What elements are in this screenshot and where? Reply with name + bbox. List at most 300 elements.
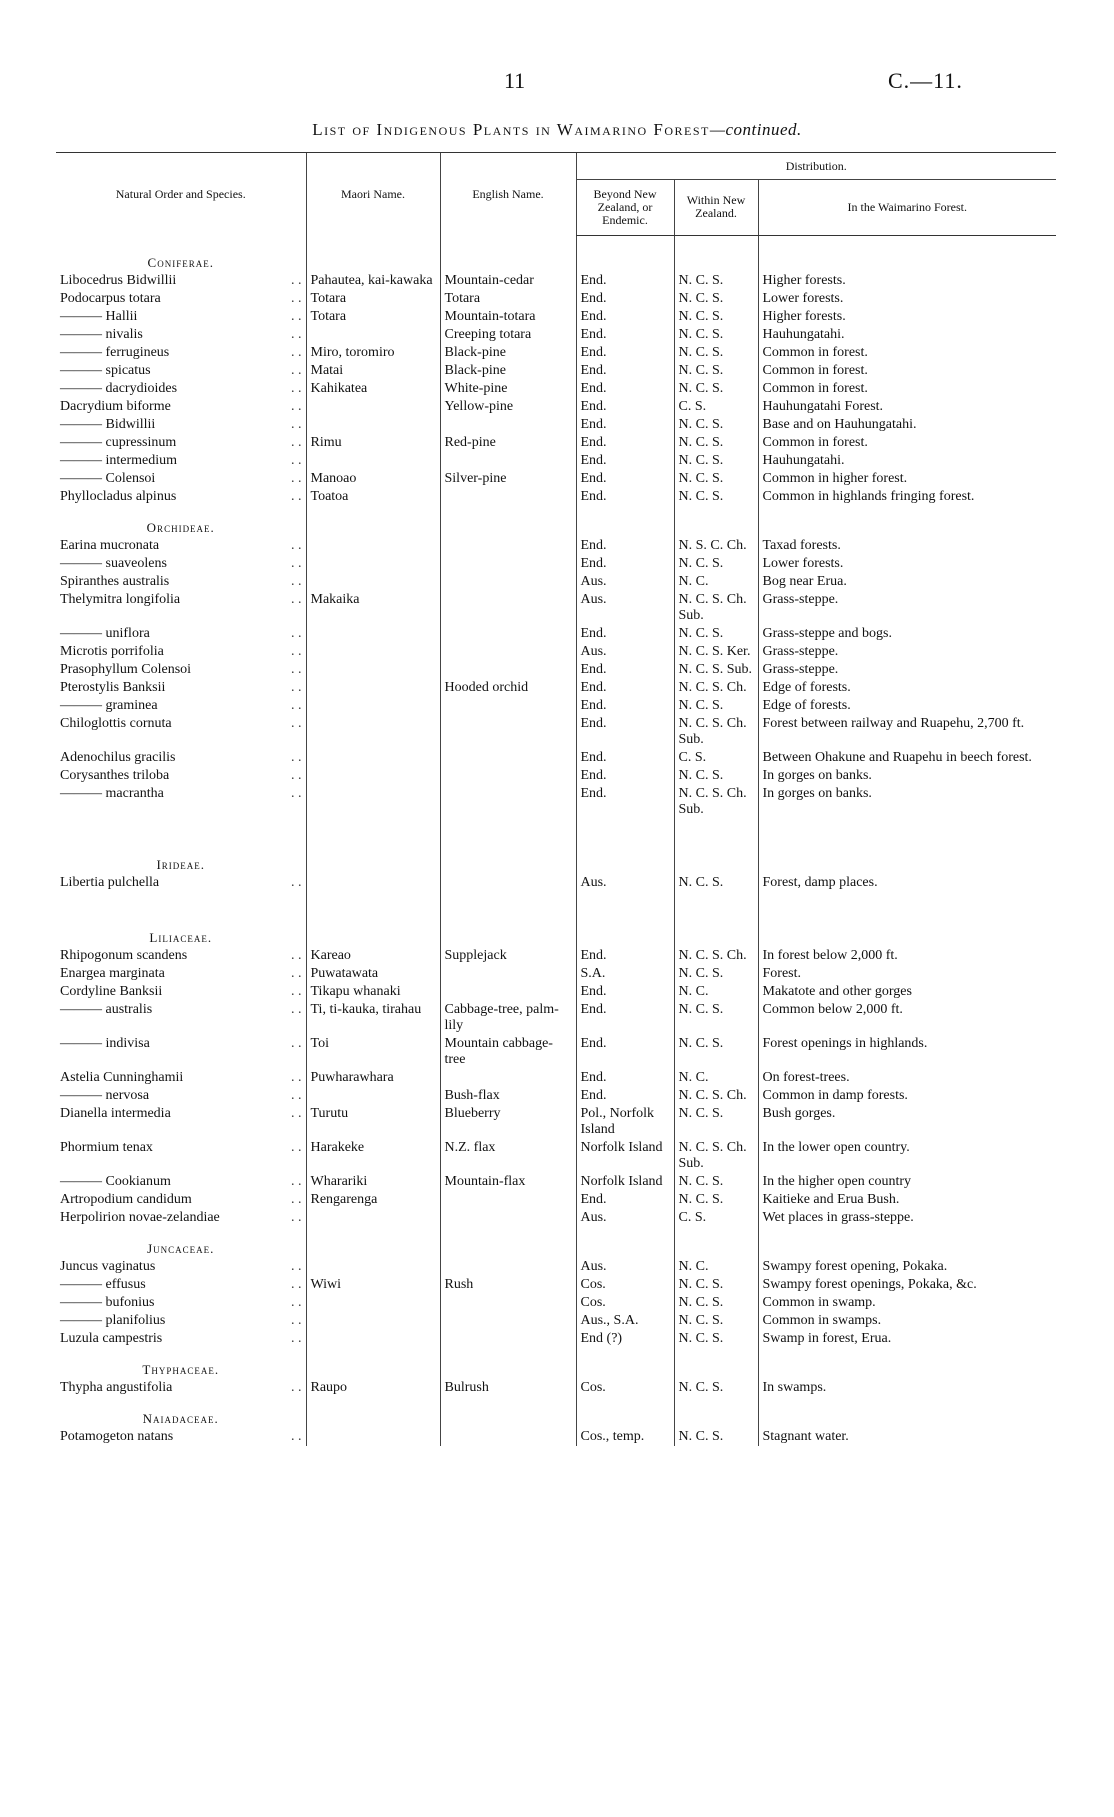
within-nz-cell: N. C. S. [674, 470, 758, 488]
beyond-nz-cell: End. [576, 452, 674, 470]
species-cell [56, 1173, 306, 1191]
within-nz-cell: N. C. S. [674, 697, 758, 715]
beyond-nz-cell: End. [576, 749, 674, 767]
maori-name-cell: Rimu [306, 434, 440, 452]
beyond-nz-cell: End. [576, 470, 674, 488]
within-nz-cell: N. C. S. Ch. [674, 679, 758, 697]
species-name: Luzula campestris [60, 1331, 163, 1346]
leader-dots: . . [291, 291, 302, 306]
beyond-nz-cell: Aus. [576, 643, 674, 661]
species-cell [56, 749, 306, 767]
within-nz-cell: N. C. S. Ch. [674, 1087, 758, 1105]
species-name: Potamogeton natans [60, 1429, 174, 1444]
beyond-nz-cell: Aus. [576, 1209, 674, 1227]
english-name-cell [440, 625, 576, 643]
species-name: Herpolirion novae-zelandiae [60, 1210, 220, 1225]
english-name-cell [440, 785, 576, 819]
within-nz-cell: N. C. S. Ch. Sub. [674, 1139, 758, 1173]
english-name-cell [440, 749, 576, 767]
beyond-nz-cell: End. [576, 362, 674, 380]
table-row [56, 1069, 1056, 1087]
maori-name-cell [306, 1312, 440, 1330]
table-row [56, 715, 1056, 749]
within-nz-cell: N. C. S. [674, 1173, 758, 1191]
species-name: ——— effusus [60, 1277, 146, 1292]
species-name: Microtis porrifolia [60, 644, 164, 659]
maori-name-cell [306, 1087, 440, 1105]
waimarino-cell: Bush gorges. [758, 1105, 1056, 1139]
beyond-nz-cell: End. [576, 272, 674, 290]
species-name: ——— cupressinum [60, 435, 177, 450]
species-name: Libertia pulchella [60, 875, 160, 890]
within-nz-cell: N. C. [674, 1258, 758, 1276]
species-cell [56, 1139, 306, 1173]
beyond-nz-cell: End. [576, 537, 674, 555]
within-nz-cell: N. C. S. [674, 488, 758, 506]
english-name-cell: Mountain-cedar [440, 272, 576, 290]
species-name: ——— australis [60, 1002, 153, 1017]
table-row [56, 591, 1056, 625]
leader-dots: . . [291, 680, 302, 695]
species-cell [56, 1312, 306, 1330]
leader-dots: . . [291, 1295, 302, 1310]
leader-dots: . . [291, 626, 302, 641]
leader-dots: . . [291, 1210, 302, 1225]
species-cell [56, 488, 306, 506]
species-name: ——— planifolius [60, 1313, 166, 1328]
beyond-nz-cell: End. [576, 380, 674, 398]
table-row [56, 398, 1056, 416]
species-cell [56, 643, 306, 661]
table-row [56, 1173, 1056, 1191]
english-name-cell [440, 643, 576, 661]
within-nz-cell: N. C. S. [674, 1105, 758, 1139]
species-cell [56, 452, 306, 470]
table-row [56, 625, 1056, 643]
leader-dots: . . [291, 453, 302, 468]
maori-name-cell [306, 416, 440, 434]
species-name: Corysanthes triloba [60, 768, 170, 783]
maori-name-cell: Harakeke [306, 1139, 440, 1173]
maori-name-cell [306, 679, 440, 697]
waimarino-cell: Hauhungatahi Forest. [758, 398, 1056, 416]
maori-name-cell: Kareao [306, 947, 440, 965]
family-row [56, 843, 1056, 874]
maori-name-cell: Toi [306, 1035, 440, 1069]
species-name: Podocarpus totara [60, 291, 161, 306]
family-name: Juncaceae. [147, 1241, 215, 1256]
species-cell [56, 679, 306, 697]
beyond-nz-cell: End. [576, 1035, 674, 1069]
leader-dots: . . [291, 698, 302, 713]
waimarino-cell: Common in forest. [758, 344, 1056, 362]
beyond-nz-cell: Pol., Norfolk Island [576, 1105, 674, 1139]
within-nz-cell: N. C. S. [674, 1312, 758, 1330]
table-row [56, 983, 1056, 1001]
maori-name-cell: Raupo [306, 1379, 440, 1397]
waimarino-cell: Common in higher forest. [758, 470, 1056, 488]
waimarino-cell: Swamp in forest, Erua. [758, 1330, 1056, 1348]
english-name-cell [440, 874, 576, 892]
species-name: ——— bufonius [60, 1295, 155, 1310]
species-cell [56, 272, 306, 290]
maori-name-cell: Totara [306, 308, 440, 326]
within-nz-cell: N. C. S. [674, 1276, 758, 1294]
beyond-nz-cell: End. [576, 679, 674, 697]
waimarino-cell: Higher forests. [758, 272, 1056, 290]
leader-dots: . . [291, 1192, 302, 1207]
waimarino-cell: Grass-steppe and bogs. [758, 625, 1056, 643]
waimarino-cell: Kaitieke and Erua Bush. [758, 1191, 1056, 1209]
waimarino-cell: Lower forests. [758, 290, 1056, 308]
leader-dots: . . [291, 489, 302, 504]
family-row [56, 506, 1056, 537]
species-cell [56, 290, 306, 308]
species-cell [56, 308, 306, 326]
waimarino-cell: Bog near Erua. [758, 573, 1056, 591]
beyond-nz-cell: End. [576, 697, 674, 715]
species-name: ——— nervosa [60, 1088, 150, 1103]
species-cell [56, 697, 306, 715]
family-row [56, 1227, 1056, 1258]
waimarino-cell: Forest openings in highlands. [758, 1035, 1056, 1069]
species-name: ——— Colensoi [60, 471, 156, 486]
leader-dots: . . [291, 538, 302, 553]
col-english-header: English Name. [440, 153, 576, 236]
waimarino-cell: Hauhungatahi. [758, 326, 1056, 344]
species-cell [56, 1191, 306, 1209]
english-name-cell [440, 965, 576, 983]
leader-dots: . . [291, 1277, 302, 1292]
english-name-cell: Mountain cabbage-tree [440, 1035, 576, 1069]
table-row [56, 362, 1056, 380]
species-cell [56, 1258, 306, 1276]
table-row [56, 1312, 1056, 1330]
species-name: ——— nivalis [60, 327, 143, 342]
english-name-cell: Cabbage-tree, palm-lily [440, 1001, 576, 1035]
english-name-cell: Black-pine [440, 362, 576, 380]
leader-dots: . . [291, 363, 302, 378]
col-within-header: Within New Zealand. [674, 180, 758, 236]
table-row [56, 965, 1056, 983]
leader-dots: . . [291, 768, 302, 783]
table-row [56, 947, 1056, 965]
species-name: Earina mucronata [60, 538, 160, 553]
maori-name-cell [306, 452, 440, 470]
species-name: Prasophyllum Colensoi [60, 662, 192, 677]
species-cell [56, 1428, 306, 1446]
waimarino-cell: Common in swamp. [758, 1294, 1056, 1312]
table-row [56, 767, 1056, 785]
leader-dots: . . [291, 592, 302, 607]
species-cell [56, 470, 306, 488]
table-row [56, 1276, 1056, 1294]
maori-name-cell [306, 1428, 440, 1446]
english-name-cell: Rush [440, 1276, 576, 1294]
species-cell [56, 1330, 306, 1348]
species-name: ——— Bidwillii [60, 417, 156, 432]
species-name: Adenochilus gracilis [60, 750, 176, 765]
beyond-nz-cell: End. [576, 715, 674, 749]
within-nz-cell: N. C. [674, 1069, 758, 1087]
species-cell [56, 326, 306, 344]
within-nz-cell: N. C. S. [674, 965, 758, 983]
table-row [56, 344, 1056, 362]
species-name: ——— macrantha [60, 786, 164, 801]
leader-dots: . . [291, 1070, 302, 1085]
waimarino-cell: Common below 2,000 ft. [758, 1001, 1056, 1035]
english-name-cell [440, 715, 576, 749]
english-name-cell: Silver-pine [440, 470, 576, 488]
table-row [56, 308, 1056, 326]
waimarino-cell: Base and on Hauhungatahi. [758, 416, 1056, 434]
col-distribution-header: Distribution. [576, 153, 1056, 180]
maori-name-cell: Makaika [306, 591, 440, 625]
maori-name-cell [306, 1209, 440, 1227]
english-name-cell: Totara [440, 290, 576, 308]
beyond-nz-cell: End. [576, 344, 674, 362]
species-name: ——— suaveolens [60, 556, 167, 571]
beyond-nz-cell: End. [576, 434, 674, 452]
species-name: Spiranthes australis [60, 574, 170, 589]
maori-name-cell [306, 715, 440, 749]
within-nz-cell: N. C. S. [674, 1330, 758, 1348]
maori-name-cell [306, 573, 440, 591]
maori-name-cell: Puwatawata [306, 965, 440, 983]
species-cell [56, 1105, 306, 1139]
leader-dots: . . [291, 948, 302, 963]
species-cell [56, 767, 306, 785]
within-nz-cell: N. C. [674, 573, 758, 591]
english-name-cell [440, 573, 576, 591]
waimarino-cell: Edge of forests. [758, 697, 1056, 715]
english-name-cell: Creeping totara [440, 326, 576, 344]
waimarino-cell: In gorges on banks. [758, 767, 1056, 785]
maori-name-cell [306, 749, 440, 767]
waimarino-cell: Forest. [758, 965, 1056, 983]
waimarino-cell: Stagnant water. [758, 1428, 1056, 1446]
species-cell [56, 1087, 306, 1105]
table-row [56, 1105, 1056, 1139]
beyond-nz-cell: Norfolk Island [576, 1173, 674, 1191]
english-name-cell [440, 1191, 576, 1209]
english-name-cell [440, 697, 576, 715]
within-nz-cell: C. S. [674, 1209, 758, 1227]
leader-dots: . . [291, 1002, 302, 1017]
beyond-nz-cell: Aus. [576, 591, 674, 625]
waimarino-cell: Between Ohakune and Ruapehu in beech forest. [758, 749, 1056, 767]
leader-dots: . . [291, 716, 302, 731]
table-row [56, 555, 1056, 573]
species-name: Thypha angustifolia [60, 1380, 173, 1395]
english-name-cell: Blueberry [440, 1105, 576, 1139]
leader-dots: . . [291, 471, 302, 486]
beyond-nz-cell: End. [576, 661, 674, 679]
species-name: ——— intermedium [60, 453, 178, 468]
family-name: Thyphaceae. [142, 1362, 220, 1377]
within-nz-cell: N. C. S. [674, 452, 758, 470]
waimarino-cell: Taxad forests. [758, 537, 1056, 555]
waimarino-cell: In gorges on banks. [758, 785, 1056, 819]
maori-name-cell [306, 1330, 440, 1348]
maori-name-cell [306, 643, 440, 661]
title-main: List of Indigenous Plants in Waimarino Forest [312, 120, 710, 139]
species-cell [56, 573, 306, 591]
within-nz-cell: N. C. S. [674, 1428, 758, 1446]
maori-name-cell: Turutu [306, 1105, 440, 1139]
family-name: Orchideae. [146, 520, 215, 535]
table-row [56, 697, 1056, 715]
within-nz-cell: N. C. S. [674, 1294, 758, 1312]
species-cell [56, 1209, 306, 1227]
table-row [56, 380, 1056, 398]
leader-dots: . . [291, 1036, 302, 1051]
species-name: Thelymitra longifolia [60, 592, 181, 607]
within-nz-cell: N. C. S. [674, 555, 758, 573]
species-cell [56, 398, 306, 416]
leader-dots: . . [291, 644, 302, 659]
species-cell [56, 591, 306, 625]
waimarino-cell: In swamps. [758, 1379, 1056, 1397]
within-nz-cell: N. C. S. [674, 308, 758, 326]
waimarino-cell: Swampy forest openings, Pokaka, &c. [758, 1276, 1056, 1294]
within-nz-cell: N. C. S. [674, 1191, 758, 1209]
waimarino-cell: Common in highlands fringing forest. [758, 488, 1056, 506]
leader-dots: . . [291, 556, 302, 571]
species-name: ——— indivisa [60, 1036, 150, 1051]
species-cell [56, 1001, 306, 1035]
leader-dots: . . [291, 966, 302, 981]
species-name: Artropodium candidum [60, 1192, 192, 1207]
table-row [56, 1258, 1056, 1276]
english-name-cell [440, 1330, 576, 1348]
table-row [56, 1139, 1056, 1173]
within-nz-cell: N. C. S. Ch. [674, 947, 758, 965]
maori-name-cell: Puwharawhara [306, 1069, 440, 1087]
leader-dots: . . [291, 1088, 302, 1103]
leader-dots: . . [291, 381, 302, 396]
species-cell [56, 344, 306, 362]
within-nz-cell: N. C. [674, 983, 758, 1001]
table-row [56, 1330, 1056, 1348]
species-name: ——— Cookianum [60, 1174, 171, 1189]
beyond-nz-cell: Aus., S.A. [576, 1312, 674, 1330]
table-row [56, 272, 1056, 290]
maori-name-cell: Rengarenga [306, 1191, 440, 1209]
col-species-header: Natural Order and Species. [56, 153, 306, 236]
table-row [56, 785, 1056, 819]
english-name-cell [440, 983, 576, 1001]
maori-name-cell [306, 767, 440, 785]
family-row [56, 1397, 1056, 1428]
family-name: Liliaceae. [149, 930, 213, 945]
within-nz-cell: C. S. [674, 398, 758, 416]
family-name: Irideae. [156, 857, 206, 872]
family-name: Naiadaceae. [142, 1411, 219, 1426]
title-suffix: —continued. [709, 120, 802, 139]
english-name-cell [440, 452, 576, 470]
species-cell [56, 416, 306, 434]
table-row [56, 470, 1056, 488]
beyond-nz-cell: Norfolk Island [576, 1139, 674, 1173]
species-name: ——— uniflora [60, 626, 150, 641]
english-name-cell: Bulrush [440, 1379, 576, 1397]
species-name: Enargea marginata [60, 966, 165, 981]
leader-dots: . . [291, 1313, 302, 1328]
english-name-cell: Yellow-pine [440, 398, 576, 416]
maori-name-cell [306, 661, 440, 679]
within-nz-cell: N. C. S. Sub. [674, 661, 758, 679]
waimarino-cell: Wet places in grass-steppe. [758, 1209, 1056, 1227]
maori-name-cell: Ti, ti-kauka, tirahau [306, 1001, 440, 1035]
waimarino-cell: Common in damp forests. [758, 1087, 1056, 1105]
species-name: Chiloglottis cornuta [60, 716, 172, 731]
maori-name-cell: Tikapu whanaki [306, 983, 440, 1001]
table-row [56, 1191, 1056, 1209]
within-nz-cell: C. S. [674, 749, 758, 767]
species-name: Rhipogonum scandens [60, 948, 188, 963]
species-name: Astelia Cunninghamii [60, 1070, 184, 1085]
english-name-cell [440, 1069, 576, 1087]
table-row [56, 537, 1056, 555]
page-title [0, 120, 1114, 140]
waimarino-cell: Edge of forests. [758, 679, 1056, 697]
species-cell [56, 380, 306, 398]
english-name-cell: White-pine [440, 380, 576, 398]
table-row [56, 643, 1056, 661]
species-cell [56, 965, 306, 983]
leader-dots: . . [291, 1380, 302, 1395]
leader-dots: . . [291, 417, 302, 432]
within-nz-cell: N. C. S. [674, 1001, 758, 1035]
within-nz-cell: N. C. S. Ch. Sub. [674, 785, 758, 819]
col-forest-header: In the Waimarino Forest. [758, 180, 1056, 236]
english-name-cell [440, 1258, 576, 1276]
species-name: Pterostylis Banksii [60, 680, 166, 695]
family-name: Coniferae. [147, 255, 214, 270]
maori-name-cell: Wiwi [306, 1276, 440, 1294]
table-row [56, 1087, 1056, 1105]
species-cell [56, 1276, 306, 1294]
beyond-nz-cell: Aus. [576, 573, 674, 591]
table-row [56, 1209, 1056, 1227]
within-nz-cell: N. C. S. [674, 767, 758, 785]
beyond-nz-cell: End. [576, 290, 674, 308]
waimarino-cell: In forest below 2,000 ft. [758, 947, 1056, 965]
english-name-cell [440, 555, 576, 573]
table-row [56, 290, 1056, 308]
english-name-cell [440, 488, 576, 506]
beyond-nz-cell: End. [576, 767, 674, 785]
page-reference: C.—11. [888, 68, 963, 93]
species-cell [56, 434, 306, 452]
leader-dots: . . [291, 875, 302, 890]
leader-dots: . . [291, 1331, 302, 1346]
beyond-nz-cell: End. [576, 1087, 674, 1105]
waimarino-cell: In the lower open country. [758, 1139, 1056, 1173]
english-name-cell [440, 1312, 576, 1330]
english-name-cell: Mountain-flax [440, 1173, 576, 1191]
species-cell [56, 1379, 306, 1397]
col-maori-header: Maori Name. [306, 153, 440, 236]
species-name: Libocedrus Bidwillii [60, 273, 177, 288]
waimarino-cell: Common in forest. [758, 362, 1056, 380]
english-name-cell: Bush-flax [440, 1087, 576, 1105]
species-cell [56, 1294, 306, 1312]
within-nz-cell: N. C. S. [674, 380, 758, 398]
english-name-cell [440, 1294, 576, 1312]
species-name: Cordyline Banksii [60, 984, 163, 999]
